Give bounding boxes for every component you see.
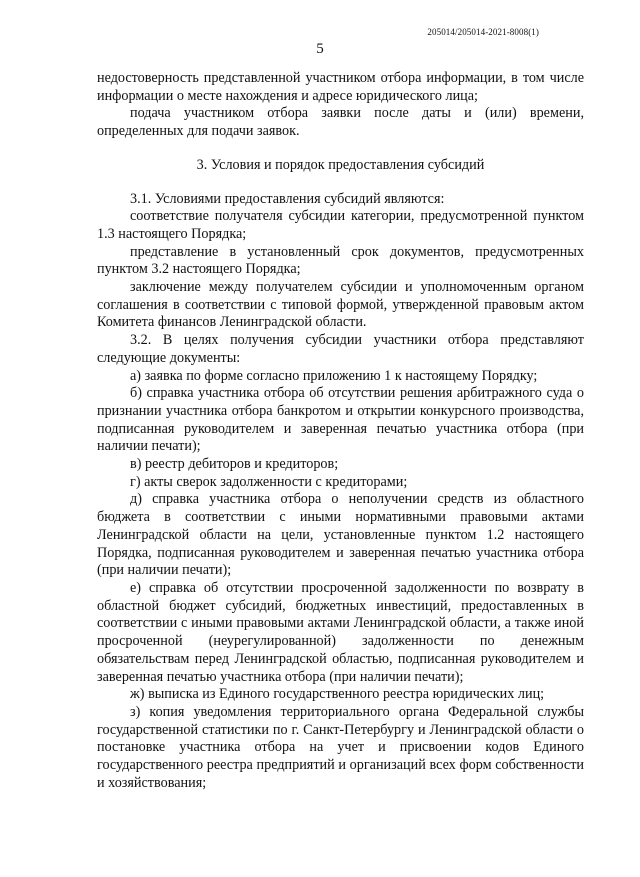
paragraph-condition-1: соответствие получателя субсидии категории, предусмотренной пунктом 1.3 настоящего Порядка;: [97, 208, 584, 242]
document-body: [97, 70, 584, 792]
list-item-e: е) справка об отсутствии просроченной задолженности по возврату в областной бюджет субсидий, бюджетных инвестиций, предоставленных в соответствии с иными правовыми актами Ленинградской области, а также иной просроченной (неурегулированной) задолженности по денежным обязательствам перед Ленинградской областью, подписанная руководителем и заверенная печатью участника отбора (при наличии печати);: [97, 579, 584, 685]
page-number: 5: [316, 41, 324, 57]
list-item-z: з) копия уведомления территориального органа Федеральной службы государственной статистики по г. Санкт-Петербургу и Ленинградской области о постановке участника отбора на учет и присвоении кодов Единого государственного реестра предприятий и организаций всех форм собственности и хозяйствования;: [97, 703, 584, 791]
paragraph-intro-2: подача участником отбора заявки после даты и (или) времени, определенных для подачи заявок.: [97, 105, 584, 140]
section-title: 3. Условия и порядок предоставления субсидий: [196, 156, 485, 173]
paragraph-3-1: 3.1. Условиями предоставления субсидий являются:: [130, 190, 445, 207]
paragraph-3-2: 3.2. В целях получения субсидии участники отбора представляют следующие документы:: [97, 332, 584, 366]
paragraph-condition-2: представление в установленный срок документов, предусмотренных пунктом 3.2 настоящего Порядка;: [97, 243, 584, 278]
list-item-g: г) акты сверок задолженности с кредиторами;: [130, 473, 408, 490]
list-item-d: д) справка участника отбора о неполучении средств из областного бюджета в соответствии с иными нормативными правовыми актами Ленинградской области на цели, установленные пунктом 1.2 настоящего Порядка, подписанная руководителем и заверенная печатью участника отбора (при наличии печати);: [97, 491, 584, 579]
list-item-zh: ж) выписка из Единого государственного реестра юридических лиц;: [130, 686, 545, 703]
document-id: 205014/205014-2021-8008(1): [427, 27, 539, 37]
list-item-a: а) заявка по форме согласно приложению 1 к настоящему Порядку;: [130, 367, 538, 384]
list-item-v: в) реестр дебиторов и кредиторов;: [130, 456, 339, 473]
paragraph-intro-1: недостоверность представленной участником отбора информации, в том числе информации о месте нахождения и адресе юридического лица;: [97, 70, 584, 104]
paragraph-condition-3: заключение между получателем субсидии и уполномоченным органом соглашения в соответствии с типовой формой, утвержденной правовым актом Комитета финансов Ленинградской области.: [97, 279, 584, 331]
list-item-b: б) справка участника отбора об отсутствии решения арбитражного суда о признании участника отбора банкротом и открытии конкурсного производства, подписанная руководителем и заверенная печатью участника отбора (при наличии печати);: [97, 385, 584, 455]
